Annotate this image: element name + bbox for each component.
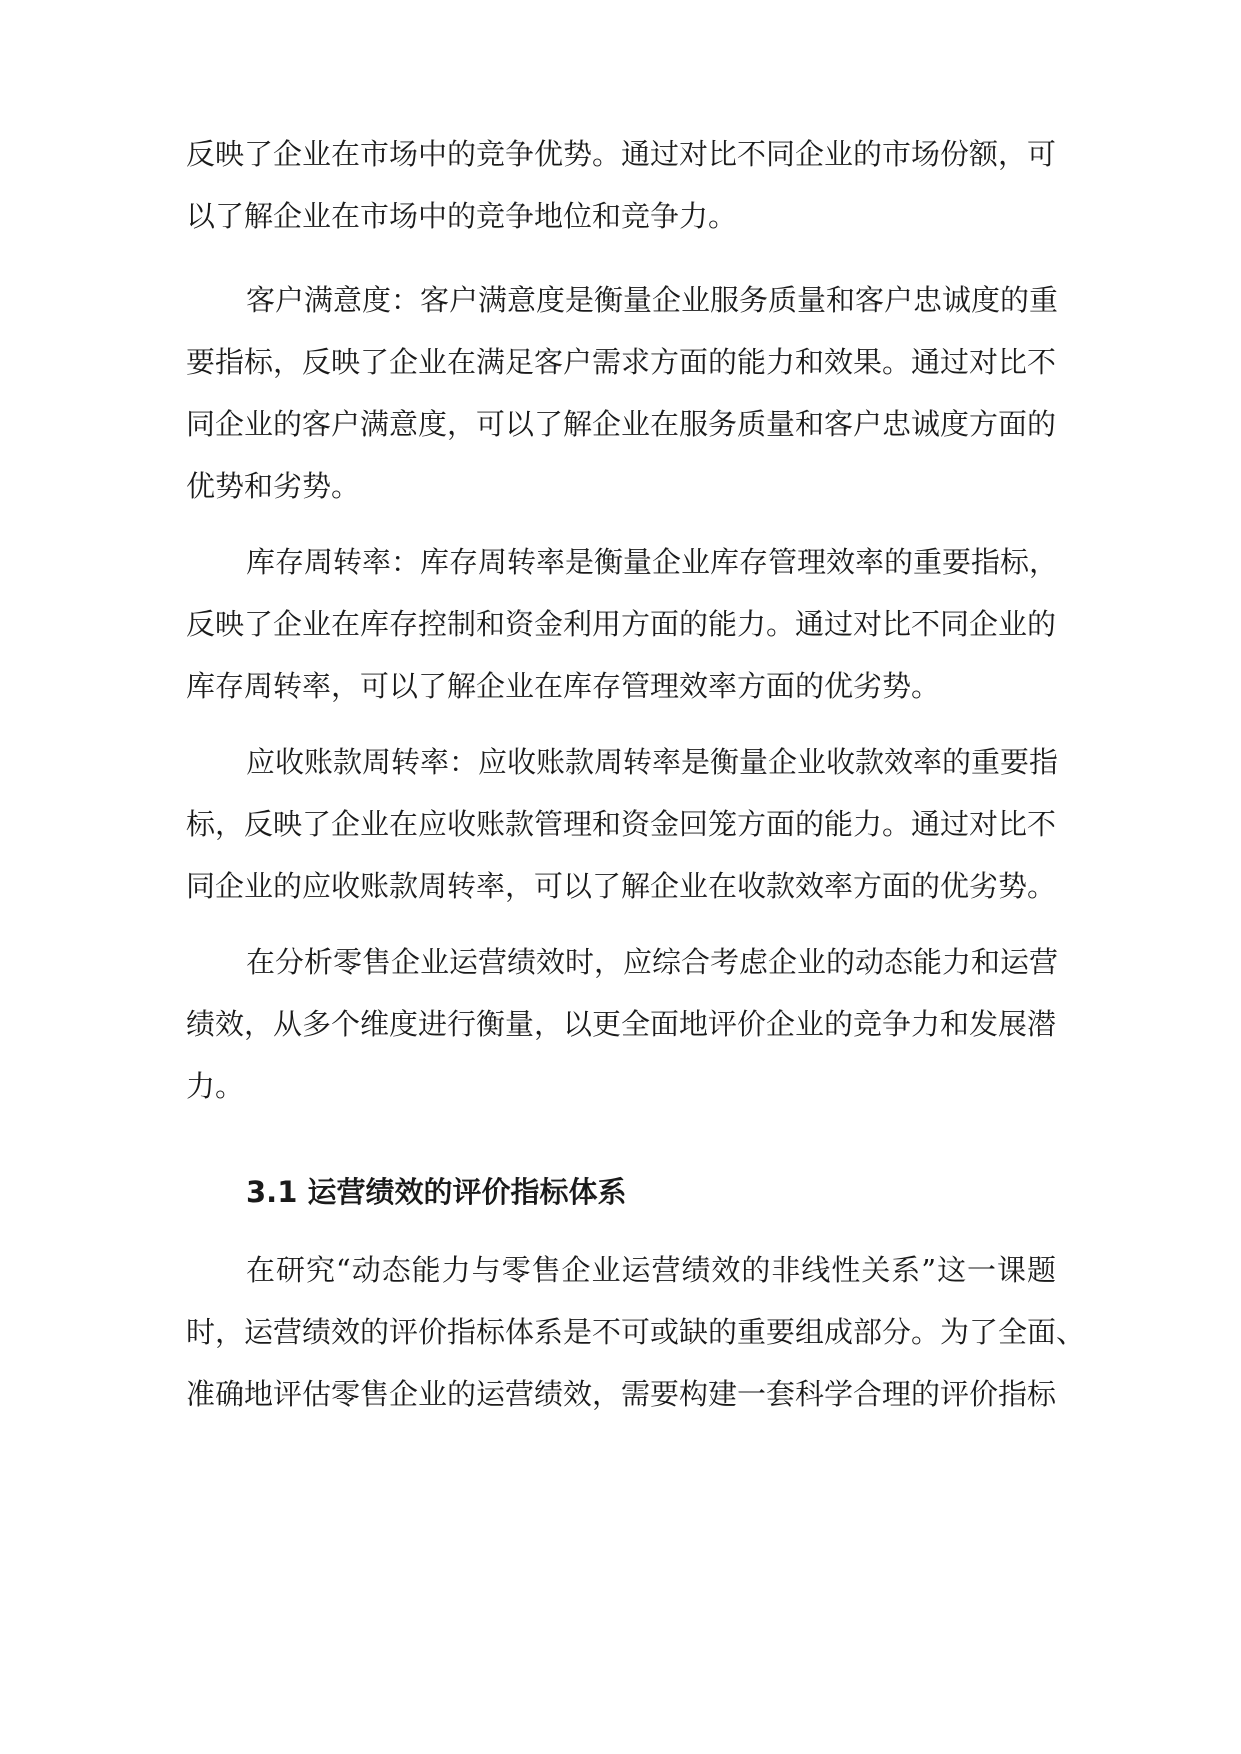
body-text-line: 反映了企业在库存控制和资金利用方面的能力。通过对比不同企业的 xyxy=(186,607,1057,641)
body-text-line: 同企业的客户满意度，可以了解企业在服务质量和客户忠诚度方面的 xyxy=(186,407,1057,441)
body-text-line: 时，运营绩效的评价指标体系是不可或缺的重要组成部分。为了全面、 xyxy=(186,1315,1086,1349)
body-text-line: 反映了企业在市场中的竞争优势。通过对比不同企业的市场份额，可 xyxy=(186,137,1057,171)
body-text-line: 绩效，从多个维度进行衡量，以更全面地评价企业的竞争力和发展潜 xyxy=(186,1007,1057,1041)
body-text-line: 要指标，反映了企业在满足客户需求方面的能力和效果。通过对比不 xyxy=(186,345,1057,379)
body-text-line: 库存周转率，可以了解企业在库存管理效率方面的优劣势。 xyxy=(186,669,941,703)
section-heading: 3.1 运营绩效的评价指标体系 xyxy=(246,1175,627,1209)
paragraph-first-line: 库存周转率：库存周转率是衡量企业库存管理效率的重要指标， xyxy=(246,545,1059,579)
body-text-line: 以了解企业在市场中的竞争地位和竞争力。 xyxy=(186,199,738,233)
paragraph-first-line: 应收账款周转率：应收账款周转率是衡量企业收款效率的重要指 xyxy=(246,745,1059,779)
paragraph-first-line: 客户满意度：客户满意度是衡量企业服务质量和客户忠诚度的重 xyxy=(246,283,1059,317)
body-text-line: 力。 xyxy=(186,1069,245,1103)
paragraph-first-line: 在研究“动态能力与零售企业运营绩效的非线性关系”这一课题 xyxy=(246,1253,1056,1287)
body-text-line: 同企业的应收账款周转率，可以了解企业在收款效率方面的优劣势。 xyxy=(186,869,1057,903)
body-text-line: 标，反映了企业在应收账款管理和资金回笼方面的能力。通过对比不 xyxy=(186,807,1057,841)
paragraph-first-line: 在分析零售企业运营绩效时，应综合考虑企业的动态能力和运营 xyxy=(246,945,1059,979)
body-text-line: 优势和劣势。 xyxy=(186,469,361,503)
body-text-line: 准确地评估零售企业的运营绩效，需要构建一套科学合理的评价指标 xyxy=(186,1377,1057,1411)
